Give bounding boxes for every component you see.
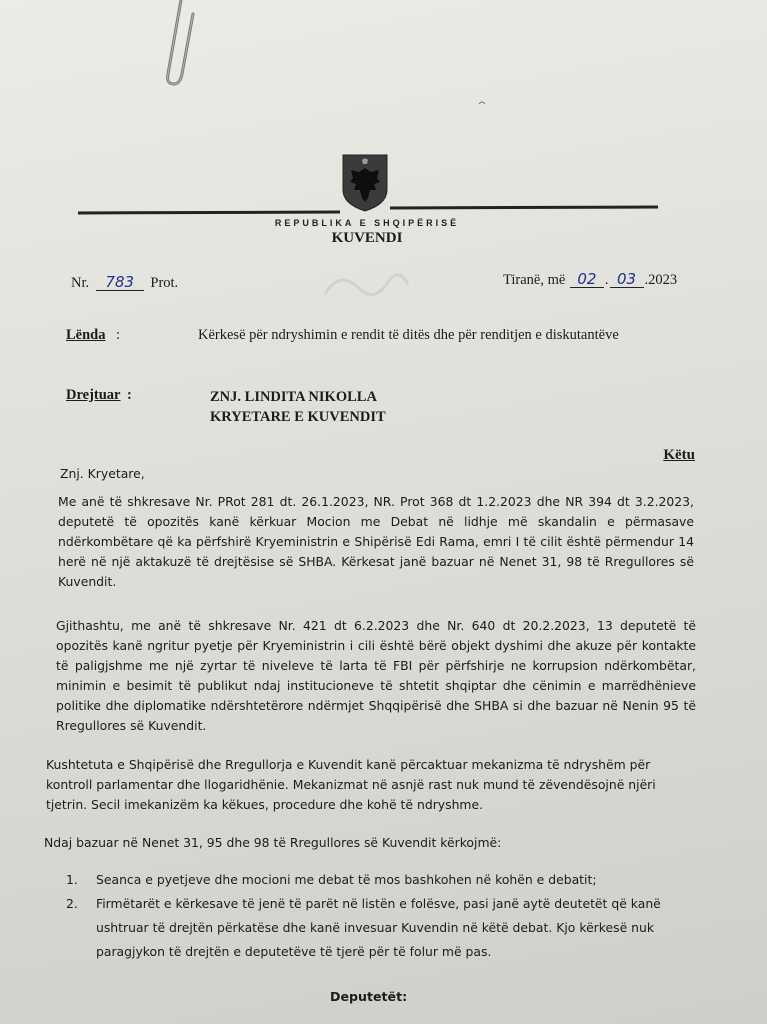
republic-name: REPUBLIKA E SHQIPËRISË (274, 218, 460, 228)
faint-watermark-icon (320, 264, 410, 308)
addressee-label (66, 387, 121, 404)
addressee-block (210, 387, 386, 427)
request-text: Seanca e pyetjeve dhe mocioni me debat të mos bashkohen në kohën e debatit; (96, 872, 597, 887)
paragraph-1: Me anë të shkresave Nr. PRot 281 dt. 26.1.2023, NR. Prot 368 dt 1.2.2023 dhe NR 394 dt 3.2.2023, deputetë të opozitës kanë kërkuar Mocion me Debat në lidhje më skandalin e përmasave ndërkombëtare që ka përfshirë Kryeministrin e Shipërisë Edi Rama, emri I të cilit është përmendur 14 herë në një aktakuzë të drejtësise së SHBA. Kërkesat janë bazuar në Nenet 31, 98 të Rregullores së Kuvendit. (58, 494, 694, 589)
protocol-number (71, 274, 178, 292)
date-year: .2023 (644, 272, 678, 288)
document-date (503, 271, 677, 289)
date-day: 02 (570, 271, 604, 288)
place-label: Tiranë, më (503, 272, 566, 288)
request-number: 2. (66, 896, 78, 911)
addressee-location: Këtu (663, 447, 695, 463)
salutation: Znj. Kryetare, (60, 466, 145, 481)
addressee-title: KRYETARE E KUVENDIT (210, 409, 386, 425)
subject-text: Kërkesë për ndryshimin e rendit të ditës dhe për renditjen e diskutantëve (198, 327, 619, 343)
protocol-nr-value: 783 (96, 274, 144, 291)
paragraph-2: Gjithashtu, me anë të shkresave Nr. 421 dt 6.2.2023 dhe Nr. 640 dt 20.2.2023, 13 deputetë të opozitës kanë ngritur pyetje për Kryeministrin i cili është bërë objekt dyshimi dhe akuze për kontakte të paligjshme me një zyrtar të niveleve të larta të FBI për përfshirje ne korrupsion ndërkombëtar, minimin e besimit të publikut ndaj institucioneve të shtetit shqiptar dhe cënimin e marrëdhënieve politike dhe diplomatike ndërshtetërore ndërmjet Shqqipërisë dhe SHBA si dhe bazuar në Nenin 95 të Rregullores së Kuvendit. (56, 618, 696, 733)
header-rule-right (390, 206, 658, 210)
date-month: 03 (610, 271, 644, 288)
addressee-label-colon: : (127, 387, 132, 403)
subject-label-colon: : (116, 327, 121, 343)
request-item (66, 892, 676, 964)
request-text: Firmëtarët e kërkesave të jenë të parët në listën e folësve, pasi janë aytë deutetët që kanë ushtruar të drejtën përkatëse dhe kanë invesuar Kuvendin në këtë debat. Kjo kërkesë nuk paragjykon të drejtën e deputetëve të tjerë për të folur më pas. (96, 896, 661, 959)
request-item (66, 868, 676, 892)
request-number: 1. (66, 872, 78, 887)
addressee-label-text: Drejtuar (66, 387, 121, 403)
header-rule-left (78, 211, 340, 215)
paragraph-3: Kushtetuta e Shqipërisë dhe Rregullorja e Kuvendit kanë përcaktuar mekanizma të ndryshëm për kontroll parlamentar dhe llogaridhënie. Mekanizmat në asnjë rast nuk mund të zëvendësojnë njëri tjetrin. Secil imekanizëm ka këkues, procedure dhe kohë të ndryshme. (46, 757, 656, 812)
requests-list (66, 868, 676, 964)
paper-speck-icon (478, 100, 486, 105)
subject-label (66, 327, 106, 344)
albanian-eagle-emblem-icon (342, 154, 388, 212)
signers-label: Deputetët: (330, 989, 408, 1004)
date-separator: . (604, 272, 609, 288)
paperclip-icon (160, 0, 210, 90)
protocol-prot-label: Prot. (150, 275, 179, 291)
addressee-name: ZNJ. LINDITA NIKOLLA (210, 389, 377, 405)
paragraph-4: Ndaj bazuar në Nenet 31, 95 dhe 98 të Rregullores së Kuvendit kërkojmë: (44, 835, 502, 850)
protocol-nr-label: Nr. (71, 275, 90, 291)
subject-label-text: Lënda (66, 327, 106, 343)
institution-name: KUVENDI (331, 230, 403, 246)
